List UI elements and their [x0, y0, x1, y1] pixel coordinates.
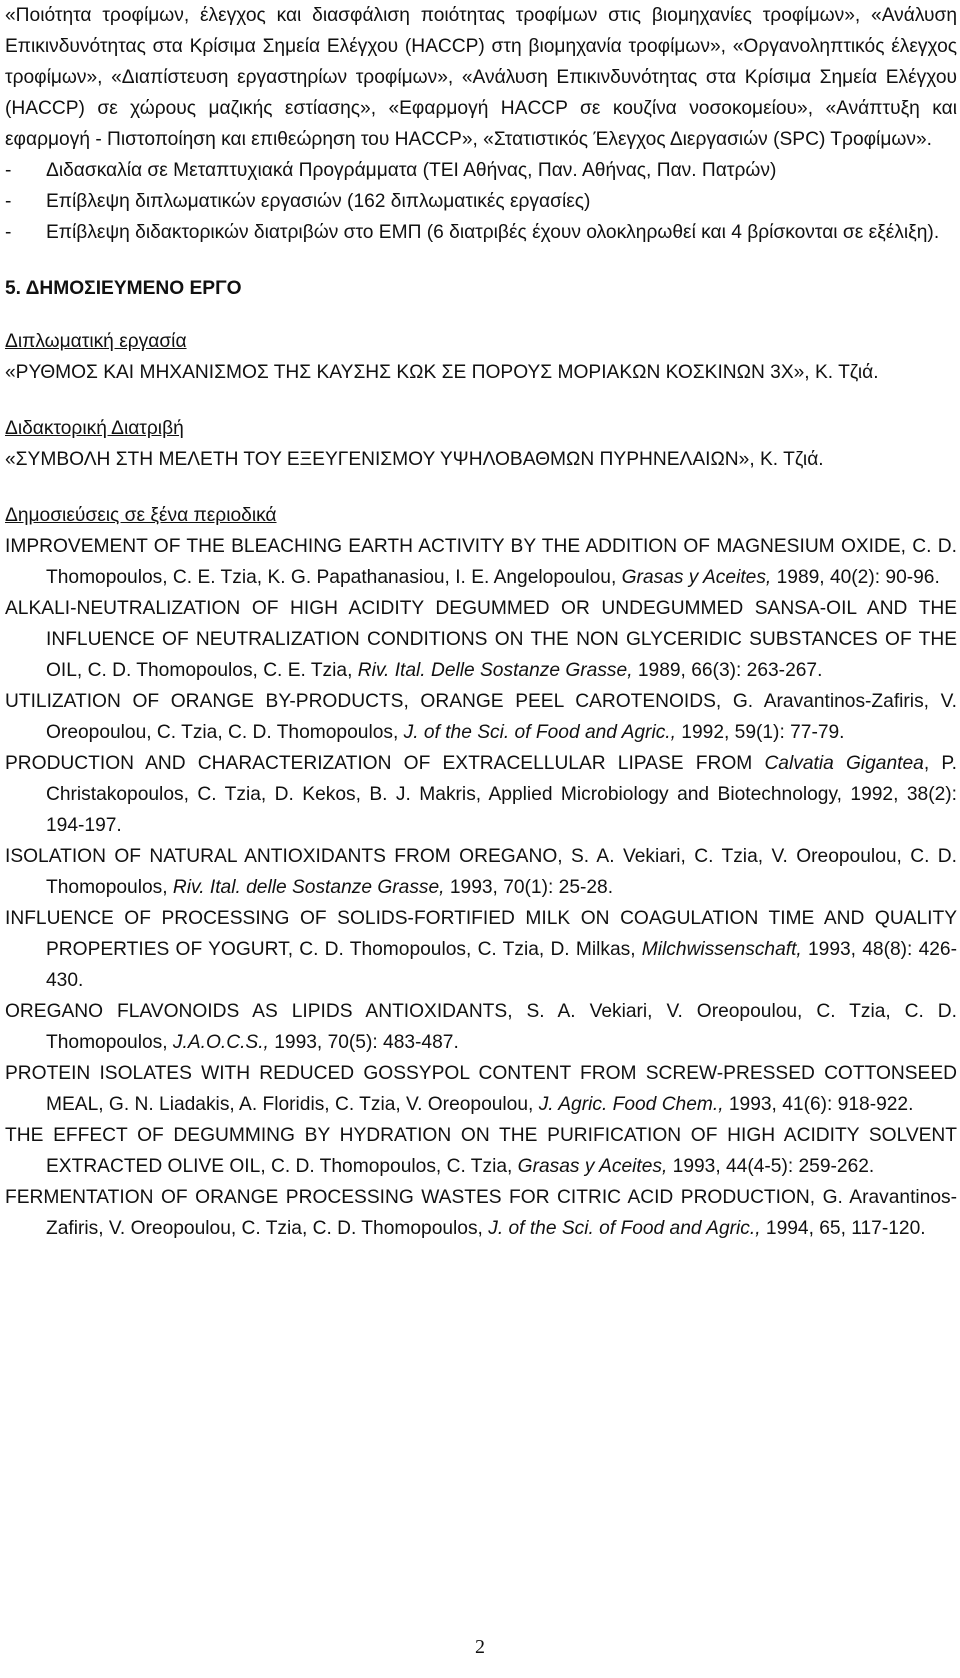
publication-entry	[5, 903, 957, 996]
section-title: 5. ΔΗΜΟΣΙΕΥΜΕΝΟ ΕΡΓΟ	[5, 278, 242, 299]
publication-journal: Milchwissenschaft,	[641, 939, 802, 960]
publication-tail: 1989, 66(3): 263-267.	[632, 660, 823, 681]
publication-journal: Grasas y Aceites,	[621, 567, 772, 588]
bullet-item	[5, 155, 957, 186]
bullet-dash: -	[5, 222, 12, 243]
publication-entry	[5, 1120, 957, 1182]
publication-list	[5, 531, 957, 1244]
publication-tail: 1993, 44(4-5): 259-262.	[667, 1156, 875, 1177]
publication-journal: J. of the Sci. of Food and Agric.,	[488, 1218, 761, 1239]
publication-entry	[5, 531, 957, 593]
bullet-text: Επίβλεψη διδακτορικών διατριβών στο ΕΜΠ (6 διατριβές έχουν ολοκληρωθεί και 4 βρίσκονται σε εξέλιξη).	[46, 222, 940, 243]
publication-tail: 1989, 40(2): 90-96.	[771, 567, 940, 588]
publication-entry	[5, 841, 957, 903]
bullet-dash: -	[5, 160, 12, 181]
publication-tail: , P. Christakopoulos, C. Tzia, D. Kekos, B. J. Makris, Applied Microbiology and Biotechnology, 1992, 38(2): 194-197.	[46, 753, 957, 836]
bullet-text: Επίβλεψη διπλωματικών εργασιών (162 διπλωματικές εργασίες)	[46, 191, 591, 212]
publication-journal: J. Agric. Food Chem.,	[538, 1094, 724, 1115]
publication-entry	[5, 996, 957, 1058]
doctorate-heading: Διδακτορική Διατριβή	[5, 418, 184, 439]
diploma-heading: Διπλωματική εργασία	[5, 331, 187, 352]
publication-main: UTILIZATION OF ORANGE BY-PRODUCTS, ORANGE PEEL CAROTENOIDS, G. Aravantinos-Zafiris, V. Oreopoulou, C. Tzia, C. D. Thomopoulos,	[5, 691, 957, 743]
bullet-list	[5, 155, 957, 248]
publication-journal: J. of the Sci. of Food and Agric.,	[403, 722, 676, 743]
publication-entry	[5, 686, 957, 748]
publication-main: IMPROVEMENT OF THE BLEACHING EARTH ACTIVITY BY THE ADDITION OF MAGNESIUM OXIDE, C. D. Thomopoulos, C. E. Tzia, K. G. Papathanasiou, I. E. Angelopoulou,	[5, 536, 957, 588]
publication-main: THE EFFECT OF DEGUMMING BY HYDRATION ON THE PURIFICATION OF HIGH ACIDITY SOLVENT EXTRACTED OLIVE OIL, C. D. Thomopoulos, C. Tzia,	[5, 1125, 957, 1177]
publication-entry	[5, 593, 957, 686]
publication-main: OREGANO FLAVONOIDS AS LIPIDS ANTIOXIDANTS, S. A. Vekiari, V. Oreopoulou, C. Tzia, C. D. Thomopoulos,	[5, 1001, 957, 1053]
bullet-item	[5, 217, 957, 248]
publication-journal: J.A.O.C.S.,	[172, 1032, 269, 1053]
doctorate-text: «ΣΥΜΒΟΛΗ ΣΤΗ ΜΕΛΕΤΗ ΤΟΥ ΕΞΕΥΓΕΝΙΣΜΟΥ ΥΨΗΛΟΒΑΘΜΩΝ ΠΥΡΗΝΕΛΑΙΩΝ», Κ. Τζιά.	[5, 449, 824, 470]
publication-main: INFLUENCE OF PROCESSING OF SOLIDS-FORTIFIED MILK ON COAGULATION TIME AND QUALITY PROPERTIES OF YOGURT, C. D. Thomopoulos, C. Tzia, D. Milkas,	[5, 908, 957, 960]
diploma-text: «ΡΥΘΜΟΣ ΚΑΙ ΜΗΧΑΝΙΣΜΟΣ ΤΗΣ ΚΑΥΣΗΣ ΚΩΚ ΣΕ ΠΟΡΟΥΣ ΜΟΡΙΑΚΩΝ ΚΟΣΚΙΝΩΝ 3Χ», Κ. Τζιά.	[5, 362, 879, 383]
publication-journal: Calvatia Gigantea	[764, 753, 924, 774]
publications-heading: Δημοσιεύσεις σε ξένα περιοδικά	[5, 505, 277, 526]
bullet-dash: -	[5, 191, 12, 212]
page-content	[5, 0, 957, 1244]
publication-entry	[5, 1182, 957, 1244]
publication-main: PROTEIN ISOLATES WITH REDUCED GOSSYPOL CONTENT FROM SCREW-PRESSED COTTONSEED MEAL, G. N. Liadakis, A. Floridis, C. Tzia, V. Oreopoulou,	[5, 1063, 957, 1115]
bullet-text: Διδασκαλία σε Μεταπτυχιακά Προγράμματα (ΤΕΙ Αθήνας, Παν. Αθήνας, Παν. Πατρών)	[46, 160, 777, 181]
page-number: 2	[475, 1636, 485, 1658]
publication-journal: Grasas y Aceites,	[517, 1156, 668, 1177]
publication-tail: 1993, 70(1): 25-28.	[444, 877, 614, 898]
publication-main: ISOLATION OF NATURAL ANTIOXIDANTS FROM OREGANO, S. A. Vekiari, C. Tzia, V. Oreopoulou, C. D. Thomopoulos,	[5, 846, 957, 898]
publication-tail: 1992, 59(1): 77-79.	[675, 722, 845, 743]
publication-tail: 1993, 41(6): 918-922.	[723, 1094, 914, 1115]
publication-main: PRODUCTION AND CHARACTERIZATION OF EXTRACELLULAR LIPASE FROM	[5, 753, 765, 774]
bullet-item	[5, 186, 957, 217]
publication-tail: 1993, 70(5): 483-487.	[268, 1032, 459, 1053]
publication-entry	[5, 748, 957, 841]
publication-journal: Riv. Ital. delle Sostanze Grasse,	[172, 877, 445, 898]
publication-main: ALKALI-NEUTRALIZATION OF HIGH ACIDITY DEGUMMED OR UNDEGUMMED SANSA-OIL AND THE INFLUENCE OF NEUTRALIZATION CONDITIONS ON THE NON GLYCERIDIC SUBSTANCES OF THE OIL, C. D. Thomopoulos, C. E. Tzia,	[5, 598, 957, 681]
publication-tail: 1993, 48(8): 426-430.	[46, 939, 957, 991]
publication-entry	[5, 1058, 957, 1120]
publication-main: FERMENTATION OF ORANGE PROCESSING WASTES FOR CITRIC ACID PRODUCTION, G. Aravantinos-Zafiris, V. Oreopoulou, C. Tzia, C. D. Thomopoulos,	[5, 1187, 957, 1239]
publication-journal: Riv. Ital. Delle Sostanze Grasse,	[357, 660, 633, 681]
publication-tail: 1994, 65, 117-120.	[760, 1218, 926, 1239]
intro-paragraph: «Ποιότητα τροφίμων, έλεγχος και διασφάλιση ποιότητας τροφίμων στις βιομηχανίες τροφίμων», «Ανάλυση Επικινδυνότητας στα Κρίσιμα Σημεία Ελέγχου (HACCP) στη βιομηχανία τροφίμων», «Οργανοληπτικός έλεγχος τροφίμων», «Διαπίστευση εργαστηρίων τροφίμων», «Ανάλυση Επικινδυνότητας στα Κρίσιμα Σημεία Ελέγχου (HACCP) σε χώρους μαζικής εστίασης», «Εφαρμογή HACCP σε κουζίνα νοσοκομείου», «Ανάπτυξη και εφαρμογή - Πιστοποίηση και επιθεώρηση του HACCP», «Στατιστικός Έλεγχος Διεργασιών (SPC) Τροφίμων».	[5, 5, 957, 150]
